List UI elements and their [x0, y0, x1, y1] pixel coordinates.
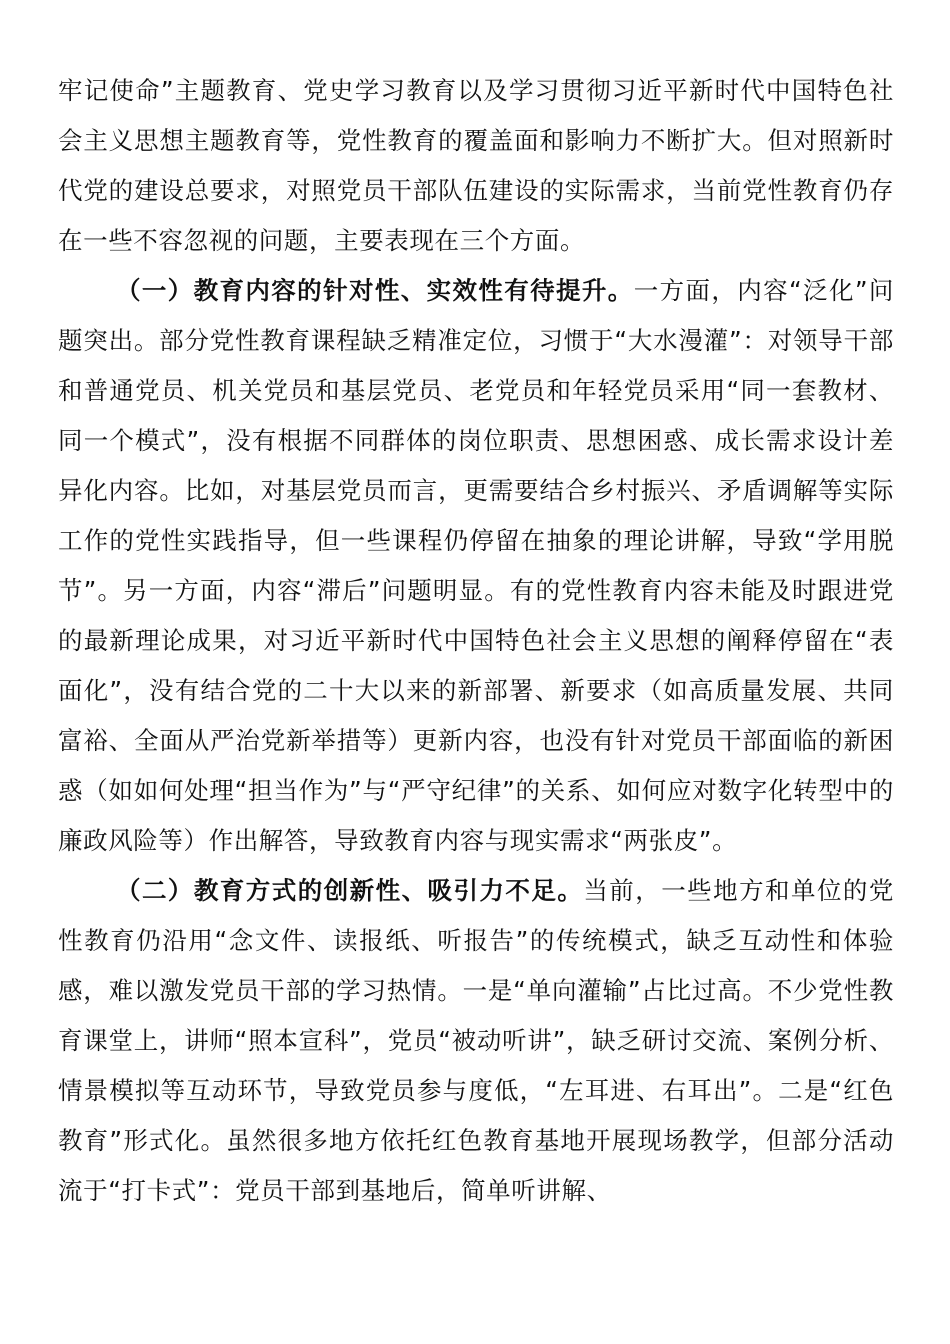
- section-heading-one: （一）教育内容的针对性、实效性有待提升。: [116, 276, 634, 305]
- paragraph-text: 牢记使命”主题教育、党史学习教育以及学习贯彻习近平新时代中国特色社会主义思想主题教育等，党性教育的覆盖面和影响力不断扩大。但对照新时代党的建设总要求，对照党员干部队伍建设的实际需求，当前党性教育仍存在一些不容忽视的问题，主要表现在三个方面。: [58, 76, 894, 255]
- paragraph-text: 当前，一些地方和单位的党性教育仍沿用“念文件、读报纸、听报告”的传统模式，缺乏互动性和体验感，难以激发党员干部的学习热情。一是“单向灌输”占比过高。不少党性教育课堂上，讲师“照本宣科”，党员“被动听讲”，缺乏研讨交流、案例分析、情景模拟等互动环节，导致党员参与度低，“左耳进、右耳出”。二是“红色教育”形式化。虽然很多地方依托红色教育基地开展现场教学，但部分活动流于“打卡式”：党员干部到基地后，简单听讲解、: [58, 876, 894, 1205]
- paragraph-section-two: [58, 866, 894, 1216]
- paragraph-section-one: [58, 266, 894, 866]
- paragraph-intro-continuation: [58, 66, 894, 266]
- paragraph-text: 一方面，内容“泛化”问题突出。部分党性教育课程缺乏精准定位，习惯于“大水漫灌”：对领导干部和普通党员、机关党员和基层党员、老党员和年轻党员采用“同一套教材、同一个模式”，没有根据不同群体的岗位职责、思想困惑、成长需求设计差异化内容。比如，对基层党员而言，更需要结合乡村振兴、矛盾调解等实际工作的党性实践指导，但一些课程仍停留在抽象的理论讲解，导致“学用脱节”。另一方面，内容“滞后”问题明显。有的党性教育内容未能及时跟进党的最新理论成果，对习近平新时代中国特色社会主义思想的阐释停留在“表面化”，没有结合党的二十大以来的新部署、新要求（如高质量发展、共同富裕、全面从严治党新举措等）更新内容，也没有针对党员干部面临的新困惑（如如何处理“担当作为”与“严守纪律”的关系、如何应对数字化转型中的廉政风险等）作出解答，导致教育内容与现实需求“两张皮”。: [58, 276, 895, 855]
- document-body: [58, 66, 894, 1216]
- section-heading-two: （二）教育方式的创新性、吸引力不足。: [116, 876, 584, 905]
